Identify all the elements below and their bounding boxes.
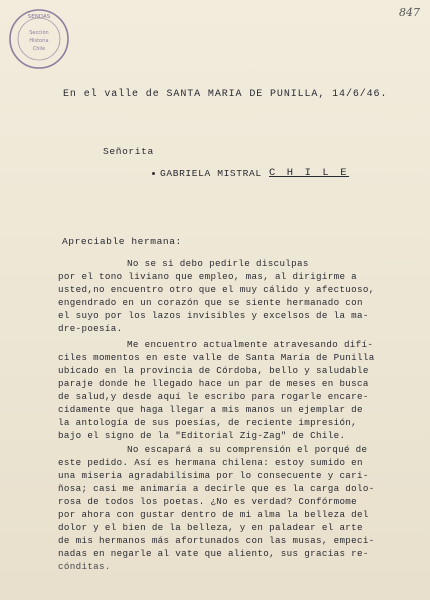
body-line: nadas en negarle al vate que aliento, sus gracias re- xyxy=(58,548,369,559)
body-line: dolor y el bien de la belleza, y en paladear el arte xyxy=(58,522,363,533)
recipient-country: C H I L E xyxy=(269,167,350,179)
recipient-salutation: Señorita xyxy=(103,146,154,157)
body-line: usted,no encuentro otro que el muy cálido y afectuoso, xyxy=(58,284,375,295)
stamp-inner-line-1: Sección xyxy=(29,30,49,36)
body-line: rosa de todos los poetas. ¿No es verdad? Confórmome xyxy=(58,496,358,507)
body-line: cidamente que haga llegar a mis manos un ejemplar de xyxy=(58,404,363,415)
library-stamp xyxy=(8,8,70,70)
body-line: una miseria agradabilísima por lo consecuente y cari- xyxy=(58,470,369,481)
body-line: este pedido. Así es hermana chilena: estoy sumido en xyxy=(58,457,363,468)
body-line: por el tono liviano que empleo, mas, al dirigirme a xyxy=(58,271,358,282)
body-line: por ahora con gustar dentro de mi alma la belleza del xyxy=(58,509,369,520)
recipient-name: GABRIELA MISTRAL xyxy=(160,168,262,179)
body-line: de mis hermanos más afortunados con las musas, empeci- xyxy=(58,535,375,546)
body-line: dre-poesía. xyxy=(58,323,123,334)
body-line: de salud,y desde aquí le escribo para rogarle encare- xyxy=(58,391,369,402)
body-line: cónditas. xyxy=(58,561,111,572)
body-line: paraje donde he llegado hace un par de meses en busca xyxy=(58,378,369,389)
body-line: ciles momentos en este valle de Santa María de Punilla xyxy=(58,352,375,363)
body-line: Me encuentro actualmente atravesando difí- xyxy=(127,339,374,350)
stamp-inner-line-2: Historia xyxy=(29,38,49,44)
body-line: No se si debo pedirle disculpas xyxy=(127,258,309,269)
bullet-dot xyxy=(152,172,155,175)
body-line: bajo el signo de la "Editorial Zig-Zag" de Chile. xyxy=(58,430,346,441)
page-number: 847 xyxy=(399,6,420,19)
body-line: ubicado en la provincia de Córdoba, bello y saludable xyxy=(58,365,369,376)
greeting: Apreciable hermana: xyxy=(62,236,182,247)
body-line: el suyo por los lazos invisibles y excelsos de la ma- xyxy=(58,310,369,321)
body-line: la antología de sus poesías, de reciente impresión, xyxy=(58,417,358,428)
body-line: engendrado en un corazón que se siente hermanado con xyxy=(58,297,363,308)
body-line: ñosa; casi me animaría a decirle que es la carga dolo- xyxy=(58,483,375,494)
stamp-top-text: SENDAS xyxy=(27,14,51,20)
body-line: No escapará a su comprensión el porqué de xyxy=(127,444,368,455)
dateline: En el valle de SANTA MARIA DE PUNILLA, 14/6/46. xyxy=(63,89,388,100)
stamp-inner-line-3: Chile xyxy=(32,46,46,52)
